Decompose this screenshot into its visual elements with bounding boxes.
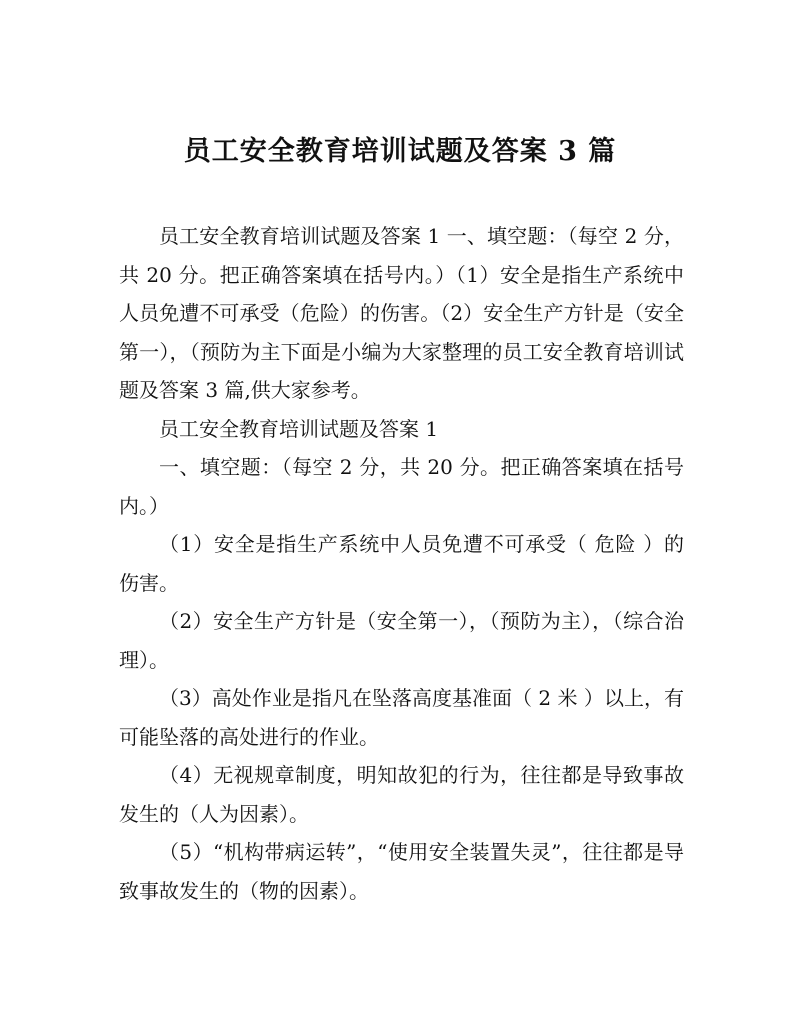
question-item: （1）安全是指生产系统中人员免遭不可承受（ 危险 ）的伤害。: [119, 532, 684, 595]
intro-paragraph: 员工安全教育培训试题及答案 1 一、填空题：（每空 2 分，共 20 分。把正确答案填在括号内。）（1）安全是指生产系统中人员免遭不可承受（危险）的伤害。（2）安全生产方针是（安全第一），（预防为主下面是小编为大家整理的员工安全教育培训试题及答案 3 篇,供大家参考。: [119, 224, 684, 402]
question-section-heading: 一、填空题：（每空 2 分，共 20 分。把正确答案填在括号内。）: [119, 455, 684, 518]
question-item: （5）“机构带病运转”，“使用安全装置失灵”，往往都是导致事故发生的（物的因素）。: [119, 840, 684, 903]
section-heading: 员工安全教育培训试题及答案 1: [159, 416, 439, 441]
document-title: 员工安全教育培训试题及答案 3 篇: [183, 136, 617, 167]
document-body: [119, 217, 684, 910]
question-item: （4）无视规章制度，明知故犯的行为，往往都是导致事故发生的（人为因素）。: [119, 763, 684, 826]
question-item: （2）安全生产方针是（安全第一），（预防为主），（综合治理）。: [119, 609, 684, 672]
question-item: （3）高处作业是指凡在坠落高度基准面（ 2 米 ）以上，有可能坠落的高处进行的作业。: [119, 686, 684, 749]
